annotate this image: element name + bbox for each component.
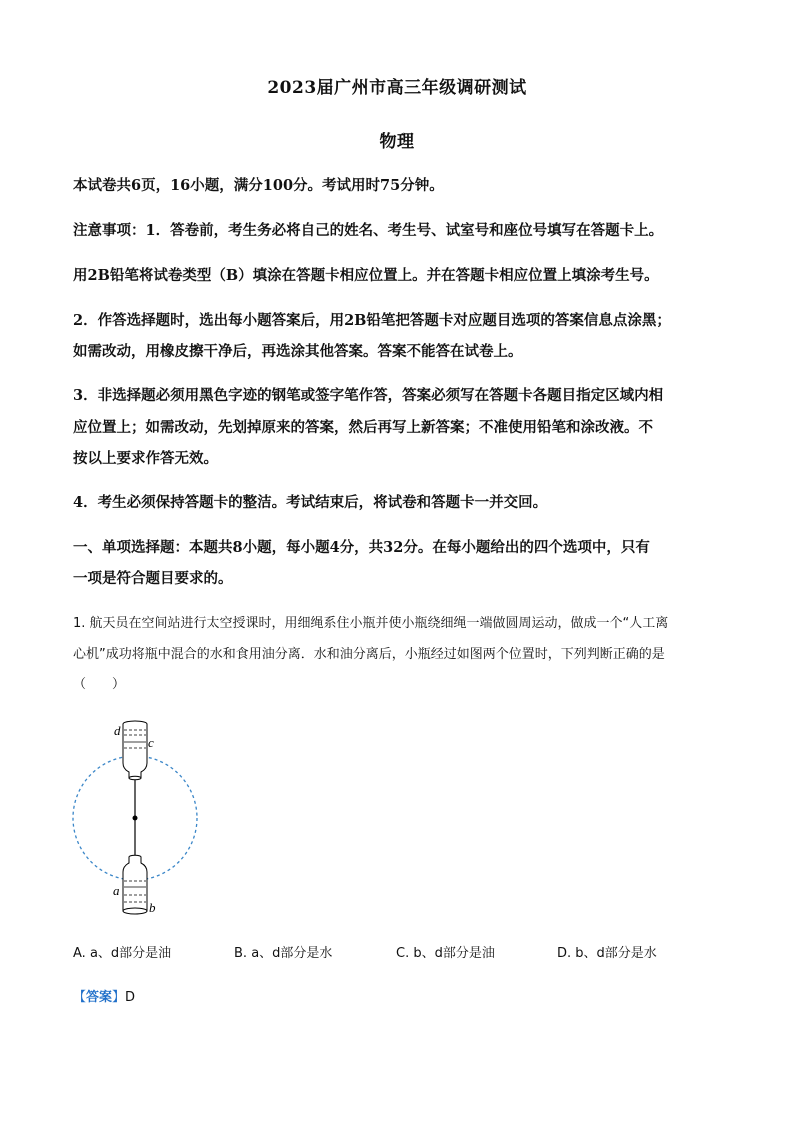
centrifuge-diagram bbox=[68, 715, 208, 920]
label-a: a bbox=[113, 883, 120, 898]
label-d: d bbox=[114, 723, 121, 738]
question-1-line-2: 心机”成功将瓶中混合的水和食用油分离．水和油分离后，小瓶经过如图两个位置时，下列判断正确的是 bbox=[73, 647, 665, 662]
section-heading-b: 一项是符合题目要求的。 bbox=[73, 570, 233, 587]
option-a-letter: A. bbox=[73, 946, 86, 961]
option-d[interactable] bbox=[557, 942, 657, 961]
option-b-letter: B. bbox=[234, 946, 248, 961]
note-4: 4．考生必须保持答题卡的整洁。考试结束后，将试卷和答题卡一并交回。 bbox=[73, 494, 548, 511]
option-b-text: a、d部分是水 bbox=[251, 946, 333, 961]
option-c-letter: C. bbox=[396, 946, 410, 961]
top-bottle bbox=[123, 721, 147, 780]
centrifuge-figure bbox=[68, 715, 208, 920]
option-b[interactable] bbox=[234, 942, 332, 961]
exam-title: 2023届广州市高三年级调研测试 bbox=[267, 78, 527, 98]
intro-text: 本试卷共6页，16小题，满分100分。考试用时75分钟。 bbox=[73, 177, 444, 194]
note-2a: 2．作答选择题时，选出每小题答案后，用2B铅笔把答题卡对应题目选项的答案信息点涂黑； bbox=[73, 312, 671, 329]
section-heading-a: 一、单项选择题：本题共8小题，每小题4分，共32分。在每小题给出的四个选项中，只有 bbox=[73, 539, 650, 556]
option-d-text: b、d部分是水 bbox=[575, 946, 657, 961]
label-b: b bbox=[149, 900, 156, 915]
bottom-bottle bbox=[123, 855, 147, 914]
answer-line: 【答案】D bbox=[73, 990, 136, 1005]
note-1b: 用2B铅笔将试卷类型（B）填涂在答题卡相应位置上。并在答题卡相应位置上填涂考生号。 bbox=[73, 267, 659, 284]
note-3c: 按以上要求作答无效。 bbox=[73, 450, 218, 467]
note-2b: 如需改动，用橡皮擦干净后，再选涂其他答案。答案不能答在试卷上。 bbox=[73, 343, 523, 360]
question-1-line-1: 1. 航天员在空间站进行太空授课时，用细绳系住小瓶并使小瓶绕细绳一端做圆周运动，做成一个“人工离 bbox=[73, 616, 669, 631]
question-1-line-3: （ ） bbox=[73, 677, 126, 692]
answer-tag: 答案 bbox=[86, 990, 113, 1005]
option-d-letter: D. bbox=[557, 946, 572, 961]
option-a-text: a、d部分是油 bbox=[89, 946, 172, 961]
note-3b: 应位置上；如需改动，先划掉原来的答案，然后再写上新答案；不准使用铅笔和涂改液。不 bbox=[73, 419, 653, 436]
option-c[interactable] bbox=[396, 942, 495, 961]
note-3a: 3．非选择题必须用黑色字迹的钢笔或签字笔作答，答案必须写在答题卡各题目指定区域内相 bbox=[73, 387, 664, 404]
note-1a: 注意事项：1．答卷前，考生务必将自己的姓名、考生号、试室号和座位号填写在答题卡上。 bbox=[73, 222, 664, 239]
pivot-point bbox=[133, 816, 138, 821]
answer-value: D bbox=[125, 990, 136, 1005]
label-c: c bbox=[148, 735, 154, 750]
subject-title: 物理 bbox=[379, 132, 415, 152]
option-c-text: b、d部分是油 bbox=[413, 946, 495, 961]
option-a[interactable] bbox=[73, 942, 171, 961]
